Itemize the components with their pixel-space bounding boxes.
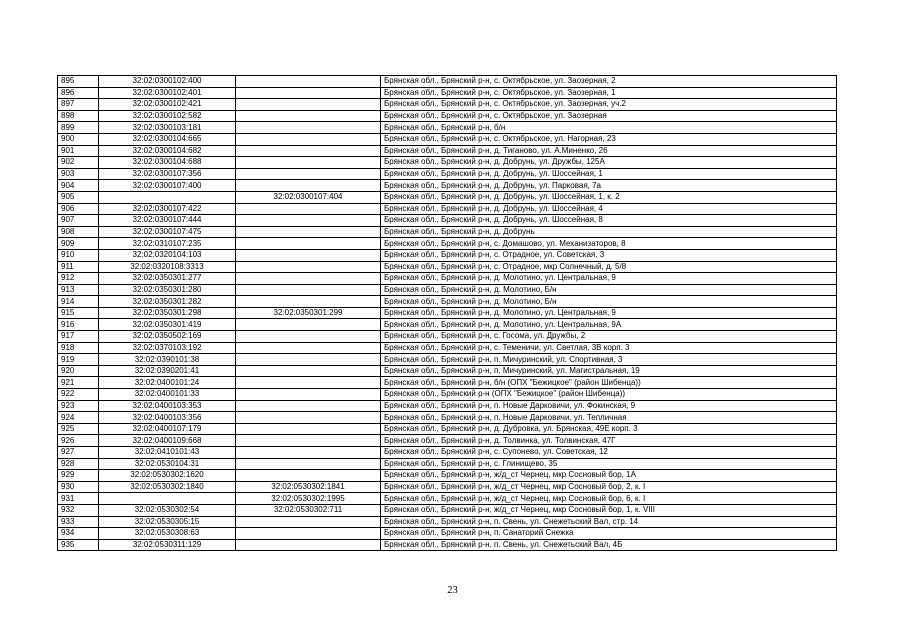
table-row [58, 87, 837, 99]
related-cadastral-number-cell [236, 447, 381, 459]
cadastral-number-cell: 32:02:0350301:280 [99, 284, 236, 296]
row-number-cell: 899 [58, 122, 99, 134]
row-number-cell: 907 [58, 215, 99, 227]
related-cadastral-number-cell [236, 261, 381, 273]
row-number-cell: 931 [58, 493, 99, 505]
cadastral-number-cell: 32:02:0300107:356 [99, 168, 236, 180]
row-number-cell: 927 [58, 447, 99, 459]
related-cadastral-number-cell [236, 203, 381, 215]
table-row [58, 412, 837, 424]
table-row [58, 458, 837, 470]
table-row [58, 423, 837, 435]
table-row [58, 354, 837, 366]
address-cell: Брянская обл., Брянский р-н, ж/д_ст Чернец, мкр Сосновый бор, 1А [381, 470, 837, 482]
address-cell: Брянская обл., Брянский р-н, с. Отрадное, мкр Солнечный, д. 5/8 [381, 261, 837, 273]
table-row [58, 539, 837, 551]
cadastral-number-cell: 32:02:0400103:353 [99, 400, 236, 412]
address-cell: Брянская обл., Брянский р-н, д. Добрунь [381, 226, 837, 238]
related-cadastral-number-cell: 32:02:0530302:1995 [236, 493, 381, 505]
address-cell: Брянская обл., Брянский р-н, п. Мичуринский, ул. Спортивная, 3 [381, 354, 837, 366]
address-cell: Брянская обл., Брянский р-н, д. Тиганово, ул. А.Миненко, 26 [381, 145, 837, 157]
row-number-cell: 895 [58, 76, 99, 88]
related-cadastral-number-cell [236, 180, 381, 192]
row-number-cell: 917 [58, 331, 99, 343]
table-row [58, 528, 837, 540]
cadastral-number-cell: 32:02:0350502:169 [99, 331, 236, 343]
related-cadastral-number-cell [236, 423, 381, 435]
table-row [58, 76, 837, 88]
address-cell: Брянская обл., Брянский р-н, б/н (ОПХ "Бежицкое" (район Шибенца)) [381, 377, 837, 389]
address-cell: Брянская обл., Брянский р-н, д. Молотино, Б/н [381, 296, 837, 308]
table-row [58, 470, 837, 482]
address-cell: Брянская обл., Брянский р-н, с. Домашово, ул. Механизаторов, 8 [381, 238, 837, 250]
related-cadastral-number-cell [236, 516, 381, 528]
address-cell: Брянская обл., Брянский р-н, д. Добрунь, ул. Парковая, 7а [381, 180, 837, 192]
cadastral-number-cell: 32:02:0530302:1840 [99, 481, 236, 493]
table-row [58, 273, 837, 285]
row-number-cell: 904 [58, 180, 99, 192]
row-number-cell: 933 [58, 516, 99, 528]
table-row [58, 249, 837, 261]
table-row [58, 168, 837, 180]
cadastral-number-cell: 32:02:0350301:419 [99, 319, 236, 331]
table-row [58, 203, 837, 215]
property-registry-table [57, 75, 837, 551]
cadastral-number-cell: 32:02:0300102:421 [99, 99, 236, 111]
address-cell: Брянская обл., Брянский р-н, б/н [381, 122, 837, 134]
related-cadastral-number-cell [236, 133, 381, 145]
address-cell: Брянская обл., Брянский р-н (ОПХ "Бежицкое" (район Шибенца)) [381, 389, 837, 401]
table-row [58, 226, 837, 238]
address-cell: Брянская обл., Брянский р-н, д. Добрунь, ул. Шоссейная, 1, к. 2 [381, 191, 837, 203]
table-row [58, 307, 837, 319]
row-number-cell: 897 [58, 99, 99, 111]
cadastral-number-cell: 32:02:0300102:401 [99, 87, 236, 99]
table-row [58, 296, 837, 308]
cadastral-number-cell: 32:02:0300103:181 [99, 122, 236, 134]
table-row [58, 435, 837, 447]
address-cell: Брянская обл., Брянский р-н, п. Мичуринский, ул. Магистральная, 19 [381, 365, 837, 377]
registry-table-body [58, 76, 837, 551]
address-cell: Брянская обл., Брянский р-н, с. Глинищево, 35 [381, 458, 837, 470]
related-cadastral-number-cell [236, 319, 381, 331]
row-number-cell: 906 [58, 203, 99, 215]
row-number-cell: 926 [58, 435, 99, 447]
address-cell: Брянская обл., Брянский р-н, ж/д_ст Чернец, мкр Сосновый бор, 2, к. I [381, 481, 837, 493]
table-row [58, 191, 837, 203]
table-row [58, 261, 837, 273]
cadastral-number-cell [99, 191, 236, 203]
cadastral-number-cell: 32:02:0300107:400 [99, 180, 236, 192]
related-cadastral-number-cell [236, 215, 381, 227]
row-number-cell: 900 [58, 133, 99, 145]
related-cadastral-number-cell [236, 273, 381, 285]
address-cell: Брянская обл., Брянский р-н, п. Санаторий Снежка [381, 528, 837, 540]
related-cadastral-number-cell [236, 539, 381, 551]
cadastral-number-cell: 32:02:0410101:43 [99, 447, 236, 459]
row-number-cell: 929 [58, 470, 99, 482]
row-number-cell: 918 [58, 342, 99, 354]
address-cell: Брянская обл., Брянский р-н, с. Супонево, ул. Советская, 12 [381, 447, 837, 459]
row-number-cell: 905 [58, 191, 99, 203]
related-cadastral-number-cell [236, 400, 381, 412]
related-cadastral-number-cell [236, 377, 381, 389]
cadastral-number-cell: 32:02:0300102:582 [99, 110, 236, 122]
cadastral-number-cell: 32:02:0400107:179 [99, 423, 236, 435]
cadastral-number-cell: 32:02:0320104:103 [99, 249, 236, 261]
row-number-cell: 930 [58, 481, 99, 493]
table-row [58, 215, 837, 227]
cadastral-number-cell: 32:02:0300102:400 [99, 76, 236, 88]
cadastral-number-cell: 32:02:0320108:3313 [99, 261, 236, 273]
row-number-cell: 928 [58, 458, 99, 470]
cadastral-number-cell [99, 493, 236, 505]
related-cadastral-number-cell [236, 342, 381, 354]
address-cell: Брянская обл., Брянский р-н, д. Молотино, ул. Центральная, 9 [381, 307, 837, 319]
address-cell: Брянская обл., Брянский р-н, с. Госома, ул. Дружбы, 2 [381, 331, 837, 343]
related-cadastral-number-cell [236, 412, 381, 424]
table-row [58, 400, 837, 412]
related-cadastral-number-cell [236, 76, 381, 88]
related-cadastral-number-cell [236, 145, 381, 157]
row-number-cell: 913 [58, 284, 99, 296]
address-cell: Брянская обл., Брянский р-н, с. Октябрьское, ул. Заозерная [381, 110, 837, 122]
cadastral-number-cell: 32:02:0300107:444 [99, 215, 236, 227]
related-cadastral-number-cell [236, 87, 381, 99]
cadastral-number-cell: 32:02:0300107:422 [99, 203, 236, 215]
related-cadastral-number-cell [236, 226, 381, 238]
cadastral-number-cell: 32:02:0350301:277 [99, 273, 236, 285]
table-row [58, 504, 837, 516]
address-cell: Брянская обл., Брянский р-н, с. Октябрьское, ул. Заозерная, 2 [381, 76, 837, 88]
table-row [58, 377, 837, 389]
row-number-cell: 901 [58, 145, 99, 157]
row-number-cell: 924 [58, 412, 99, 424]
related-cadastral-number-cell: 32:02:0530302:1841 [236, 481, 381, 493]
cadastral-number-cell: 32:02:0400103:356 [99, 412, 236, 424]
table-row [58, 342, 837, 354]
page-number: 23 [447, 585, 458, 596]
cadastral-number-cell: 32:02:0530305:15 [99, 516, 236, 528]
related-cadastral-number-cell [236, 99, 381, 111]
cadastral-number-cell: 32:02:0400109:668 [99, 435, 236, 447]
cadastral-number-cell: 32:02:0530104:31 [99, 458, 236, 470]
address-cell: Брянская обл., Брянский р-н, д. Молотино, ул. Центральная, 9 [381, 273, 837, 285]
address-cell: Брянская обл., Брянский р-н, с. Теменичи, ул. Светлая, 3В корп. 3 [381, 342, 837, 354]
cadastral-number-cell: 32:02:0400101:24 [99, 377, 236, 389]
row-number-cell: 898 [58, 110, 99, 122]
address-cell: Брянская обл., Брянский р-н, д. Добрунь, ул. Дружбы, 125А [381, 157, 837, 169]
row-number-cell: 935 [58, 539, 99, 551]
related-cadastral-number-cell [236, 331, 381, 343]
related-cadastral-number-cell [236, 157, 381, 169]
address-cell: Брянская обл., Брянский р-н, д. Толвинка, ул. Толвинская, 47Г [381, 435, 837, 447]
related-cadastral-number-cell [236, 389, 381, 401]
cadastral-number-cell: 32:02:0390201:41 [99, 365, 236, 377]
row-number-cell: 908 [58, 226, 99, 238]
address-cell: Брянская обл., Брянский р-н, п. Свень, ул. Снежетьский Вал, 4Б [381, 539, 837, 551]
row-number-cell: 923 [58, 400, 99, 412]
row-number-cell: 920 [58, 365, 99, 377]
address-cell: Брянская обл., Брянский р-н, с. Отрадное, ул. Советская, 3 [381, 249, 837, 261]
address-cell: Брянская обл., Брянский р-н, п. Новые Дарковичи, ул. Фокинская, 9 [381, 400, 837, 412]
row-number-cell: 909 [58, 238, 99, 250]
cadastral-number-cell: 32:02:0350301:282 [99, 296, 236, 308]
table-row [58, 365, 837, 377]
related-cadastral-number-cell [236, 284, 381, 296]
row-number-cell: 911 [58, 261, 99, 273]
related-cadastral-number-cell: 32:02:0530302:711 [236, 504, 381, 516]
related-cadastral-number-cell [236, 470, 381, 482]
cadastral-number-cell: 32:02:0530308:63 [99, 528, 236, 540]
cadastral-number-cell: 32:02:0300104:688 [99, 157, 236, 169]
table-row [58, 447, 837, 459]
cadastral-number-cell: 32:02:0530311:129 [99, 539, 236, 551]
related-cadastral-number-cell [236, 528, 381, 540]
table-row [58, 238, 837, 250]
row-number-cell: 922 [58, 389, 99, 401]
address-cell: Брянская обл., Брянский р-н, с. Октябрьское, ул. Нагорная, 23 [381, 133, 837, 145]
related-cadastral-number-cell [236, 168, 381, 180]
address-cell: Брянская обл., Брянский р-н, д. Добрунь, ул. Шоссейная, 4 [381, 203, 837, 215]
row-number-cell: 914 [58, 296, 99, 308]
table-row [58, 284, 837, 296]
row-number-cell: 932 [58, 504, 99, 516]
table-row [58, 389, 837, 401]
table-row [58, 110, 837, 122]
cadastral-number-cell: 32:02:0350301:298 [99, 307, 236, 319]
cadastral-number-cell: 32:02:0300104:665 [99, 133, 236, 145]
address-cell: Брянская обл., Брянский р-н, д. Молотино, Б/н [381, 284, 837, 296]
address-cell: Брянская обл., Брянский р-н, д. Добрунь, ул. Шоссейная, 8 [381, 215, 837, 227]
table-row [58, 122, 837, 134]
cadastral-number-cell: 32:02:0370103:192 [99, 342, 236, 354]
table-row [58, 493, 837, 505]
related-cadastral-number-cell [236, 238, 381, 250]
table-row [58, 516, 837, 528]
row-number-cell: 915 [58, 307, 99, 319]
address-cell: Брянская обл., Брянский р-н, с. Октябрьское, ул. Заозерная, 1 [381, 87, 837, 99]
table-row [58, 331, 837, 343]
related-cadastral-number-cell: 32:02:0350301:299 [236, 307, 381, 319]
row-number-cell: 925 [58, 423, 99, 435]
table-row [58, 145, 837, 157]
row-number-cell: 902 [58, 157, 99, 169]
address-cell: Брянская обл., Брянский р-н, с. Октябрьское, ул. Заозерная, уч.2 [381, 99, 837, 111]
row-number-cell: 912 [58, 273, 99, 285]
related-cadastral-number-cell [236, 249, 381, 261]
address-cell: Брянская обл., Брянский р-н, п. Новые Дарковичи, ул. Тепличная [381, 412, 837, 424]
related-cadastral-number-cell: 32:02:0300107:404 [236, 191, 381, 203]
cadastral-number-cell: 32:02:0310107:235 [99, 238, 236, 250]
row-number-cell: 896 [58, 87, 99, 99]
related-cadastral-number-cell [236, 296, 381, 308]
cadastral-number-cell: 32:02:0400101:33 [99, 389, 236, 401]
row-number-cell: 903 [58, 168, 99, 180]
related-cadastral-number-cell [236, 110, 381, 122]
row-number-cell: 910 [58, 249, 99, 261]
table-row [58, 481, 837, 493]
table-row [58, 180, 837, 192]
cadastral-number-cell: 32:02:0530302:1620 [99, 470, 236, 482]
table-row [58, 133, 837, 145]
address-cell: Брянская обл., Брянский р-н, ж/д_ст Чернец, мкр Сосновый бор, 6, к. I [381, 493, 837, 505]
row-number-cell: 919 [58, 354, 99, 366]
table-row [58, 319, 837, 331]
address-cell: Брянская обл., Брянский р-н, ж/д_ст Чернец, мкр Сосновый бор, 1, к. VIII [381, 504, 837, 516]
table-row [58, 99, 837, 111]
address-cell: Брянская обл., Брянский р-н, д. Добрунь, ул. Шоссейная, 1 [381, 168, 837, 180]
related-cadastral-number-cell [236, 458, 381, 470]
related-cadastral-number-cell [236, 122, 381, 134]
address-cell: Брянская обл., Брянский р-н, д. Молотино, ул. Центральная, 9А [381, 319, 837, 331]
row-number-cell: 916 [58, 319, 99, 331]
cadastral-number-cell: 32:02:0300104:682 [99, 145, 236, 157]
row-number-cell: 934 [58, 528, 99, 540]
table-row [58, 157, 837, 169]
cadastral-number-cell: 32:02:0530302:54 [99, 504, 236, 516]
address-cell: Брянская обл., Брянский р-н, п. Свень, ул. Снежетьский Вал, стр. 14 [381, 516, 837, 528]
related-cadastral-number-cell [236, 435, 381, 447]
address-cell: Брянская обл., Брянский р-н, д. Дубровка, ул. Брянская, 49Е корп. 3 [381, 423, 837, 435]
related-cadastral-number-cell [236, 354, 381, 366]
related-cadastral-number-cell [236, 365, 381, 377]
row-number-cell: 921 [58, 377, 99, 389]
cadastral-number-cell: 32:02:0300107:475 [99, 226, 236, 238]
cadastral-number-cell: 32:02:0390101:38 [99, 354, 236, 366]
